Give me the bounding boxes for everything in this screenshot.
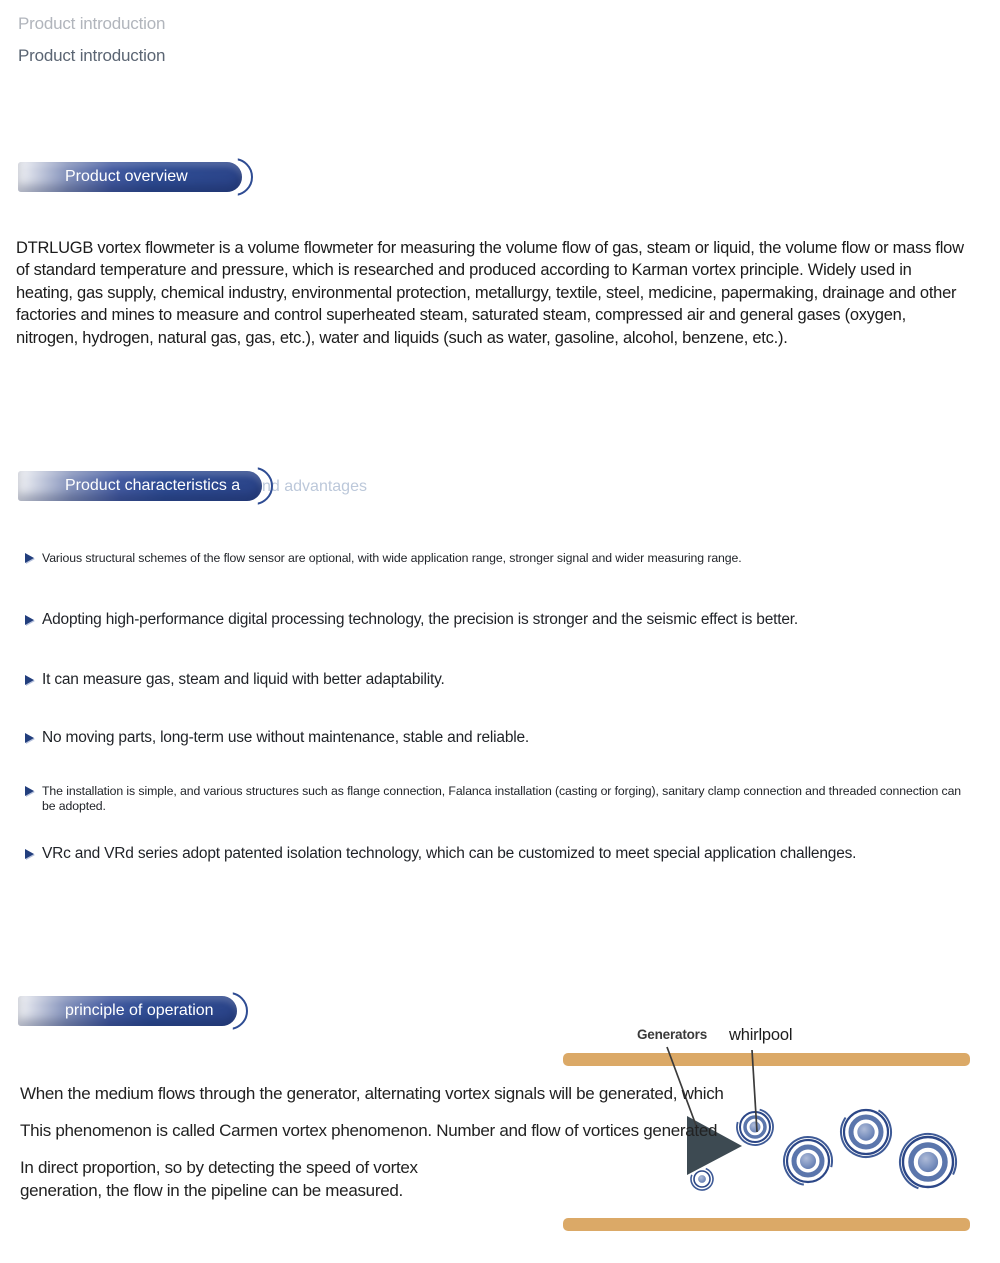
feature-list-item [25, 784, 970, 813]
page-title: Product introduction [18, 46, 166, 65]
feature-text: No moving parts, long-term use without maintenance, stable and reliable. [42, 729, 530, 746]
principle-text-paragraph: In direct proportion, so by detecting the speed of vortex generation, the flow in the pipeline can be measured. [20, 1158, 418, 1200]
diagram-label-whirlpool: whirlpool [729, 1026, 793, 1044]
bullet-arrow-icon [25, 733, 34, 743]
section-banner-product-overview [18, 162, 242, 192]
feature-text: Various structural schemes of the flow sensor are optional, with wide application range, stronger signal and wider measuring range. [42, 551, 742, 565]
section-banner-principle [18, 996, 237, 1026]
overview-paragraph: DTRLUGB vortex flowmeter is a volume flowmeter for measuring the volume flow of gas, steam or liquid, the volume flow or mass flow of standard temperature and pressure, which is researched and produced according to Karman vortex principle. Widely used in heating, gas supply, chemical industry, environmental protection, metallurgy, textile, steel, medicine, papermaking, drainage and other factories and mines to measure and control superheated steam, saturated steam, compressed air and general gases (oxygen, nitrogen, hydrogen, natural gas, gas, etc.), water and liquids (such as water, gasoline, alcohol, benzene, etc.). [16, 239, 964, 347]
principle-text-line2: This phenomenon is called Carmen vortex phenomenon. Number and flow of vortices generated [20, 1121, 718, 1140]
bullet-arrow-icon [25, 786, 34, 796]
feature-text: VRc and VRd series adopt patented isolation technology, which can be customized to meet special application challenges. [42, 845, 857, 862]
pipe-wall-top [563, 1053, 970, 1066]
banner-label-overflow: nd advantages [262, 478, 367, 495]
vortex-icon-3 [832, 1098, 900, 1166]
banner-label: principle of operation [65, 1002, 214, 1019]
bullet-arrow-icon [25, 675, 34, 685]
feature-list-item [25, 729, 529, 747]
vortex-icon-4 [892, 1126, 964, 1198]
bullet-arrow-icon [25, 615, 34, 625]
feature-list-item [25, 671, 445, 689]
bullet-arrow-icon [25, 849, 34, 859]
breadcrumb-title: Product introduction [18, 14, 166, 33]
principle-text-line1: When the medium flows through the generator, alternating vortex signals will be generated, which [20, 1084, 724, 1103]
feature-text: It can measure gas, steam and liquid with better adaptability. [42, 671, 445, 688]
feature-list-item [25, 551, 970, 566]
feature-text: The installation is simple, and various structures such as flange connection, Falanca installation (casting or forging), sanitary clamp connection and threaded connection can be adopted. [42, 784, 962, 813]
feature-text: Adopting high-performance digital processing technology, the precision is stronger and the seismic effect is better. [42, 611, 798, 628]
banner-label: Product characteristics a [65, 477, 241, 494]
banner-label: Product overview [65, 168, 188, 185]
pipe-wall-bottom [563, 1218, 970, 1231]
feature-list-item [25, 845, 856, 863]
vortex-icon-2 [780, 1133, 836, 1189]
section-banner-characteristics [18, 471, 262, 501]
feature-list-item [25, 611, 798, 629]
diagram-label-generators: Generators [637, 1027, 708, 1042]
bullet-arrow-icon [25, 553, 34, 563]
